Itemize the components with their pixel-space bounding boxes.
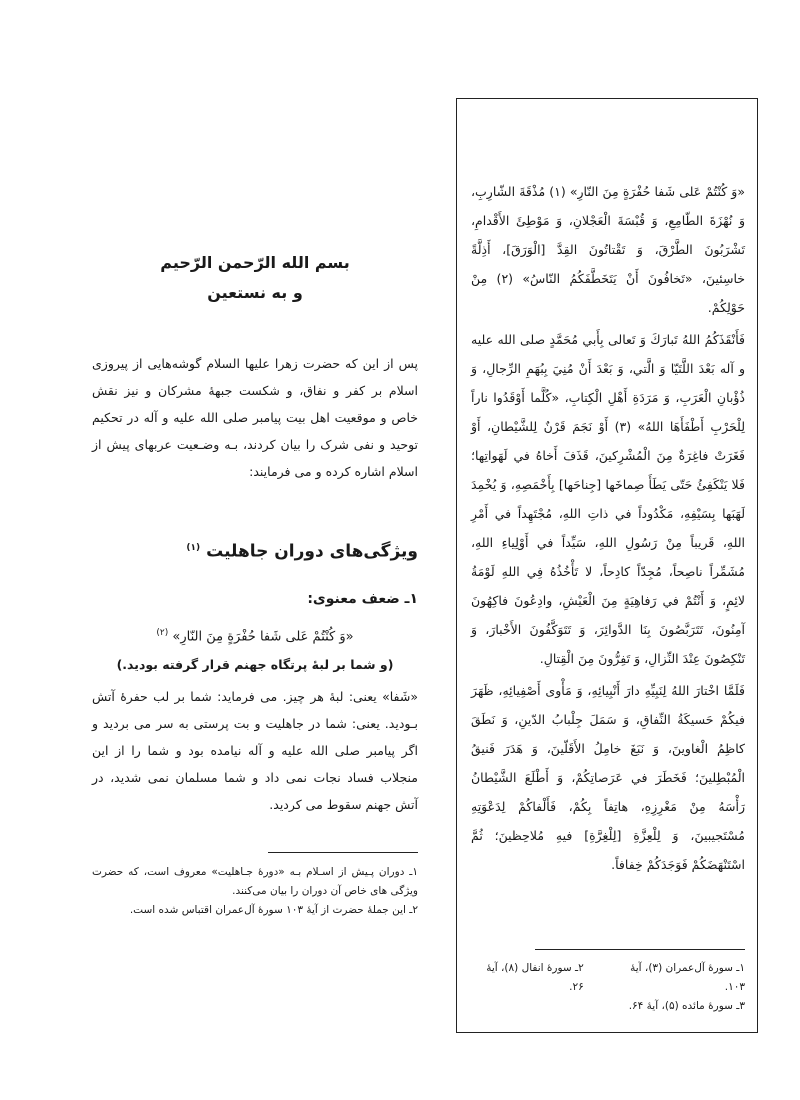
footnotes [92,863,418,920]
footnote-marker: (۲) [156,627,169,638]
footnote: ۱ـ سورهٔ آل‌عمران (۳)، آیهٔ ۱۰۳. [630,962,745,993]
section-title [92,533,418,567]
right-page-frame [456,98,758,1033]
footnotes [471,959,745,1016]
sermon-paragraph: «وَ كُنْتُمْ عَلى شَفا حُفْرَةٍ مِنَ النّارِ» (۱) مُذْقَةَ الشّارِبِ، وَ نُهْزَةَ الطّامِعِ، وَ قُبْسَةَ الْعَجْلانِ، وَ مَوْطِئَ الأَقْدامِ، تَشْرَبُونَ الطَّرْقَ، وَ تَقْتاتُونَ القِدَّ [الْوَرَقَ]، أَذِلَّةً خاسِئينَ، «تَخافُونَ أَنْ يَتَخَطَّفَكُمُ النّاسُ» (۲) مِنْ حَوْلِكُمْ. [471,184,745,315]
footnote-divider [535,949,745,950]
basmala-subheading: و به نستعين [207,283,303,302]
intro-paragraph: پس از این که حضرت زهرا عليها السلام گوشه‌هایی از پیروزی اسلام بر کفر و نفاق، و شکست جبههٔ مشرکان و نیز نقش خاص و موقعیت اهل بیت پیامبر صلی الله علیه و آله در تحکیم توحید و نفی شرک را بیان کردند، بـه وضـعیت عربهای پیش از اسلام اشاره کرده و می فرمایند: [92,356,418,479]
sermon-paragraph: فَلَمَّا اخْتارَ اللهُ لِنَبِيِّهِ دارَ أَنْبِيائِهِ، وَ مَأْوى أَصْفِيائِهِ، ظَهَرَ فيكُمْ حَسيكَةُ النِّفاقِ، وَ سَمَلَ جِلْبابُ الدّينِ، وَ نَطَقَ كاظِمُ الْغاوينَ، وَ نَبَغَ خامِلُ الأَقَلّينَ، وَ هَدَرَ فَنيقُ الْمُبْطِلينَ؛ فَخَطَرَ في عَرَصاتِكُمْ، وَ أَطْلَعَ الشَّيْطانُ رَأْسَهُ مِنْ مَغْرِزِهِ، هاتِفاً بِكُمْ، فَأَلْفاكُمْ لِدَعْوَتِهِ مُسْتَجيبينَ، وَ لِلْعِزَّةِ [لِلْغِرَّةِ] فيهِ مُلاحِظينَ؛ ثُمَّ اسْتَنْهَضَكُمْ فَوَجَدَكُمْ خِفافاً. [471,683,745,872]
footnote: ۳ـ سورهٔ مائده (۵)، آیهٔ ۶۴. [628,1000,745,1012]
quote-translation: (و شما بر لبهٔ پرتگاه جهنم قرار گرفته بودید.) [116,656,394,672]
footnote-divider [268,852,418,853]
footnote-row [471,959,745,997]
section-title-text: ویژگی‌های دوران جاهلیت [206,541,418,562]
basmala-heading: بسم الله الرّحمن الرّحيم [160,253,350,272]
footnote-marker: (۱) [186,543,201,553]
subsection-title: ۱ـ ضعف معنوی: [307,590,418,607]
footnote: ۲ـ سورهٔ انفال (۸)، آیهٔ ۲۶. [486,962,584,993]
footnote: ۱ـ دوران پـیش از اسـلام بـه «دورهٔ جـاهلیت» معروف است، که حضرت ویژگی های خاص آن دوران را بیان می‌کنند. [92,865,418,897]
sermon-paragraph: فَأَنْقَذَكُمُ اللهُ تَبارَكَ وَ تَعالى بِأَبي مُحَمَّدٍ صلی الله علیه و آله بَعْدَ اللَّتَيّا وَ الَّتي، وَ بَعْدَ أَنْ مُنِيَ بِبُهَمِ الرِّجالِ، وَ ذُؤْبانِ الْعَرَبِ، وَ مَرَدَةِ أَهْلِ الْكِتابِ، «كُلَّما أَوْقَدُوا ناراً لِلْحَرْبِ أَطْفَأَهَا اللهُ» (۳) أَوْ نَجَمَ قَرْنٌ لِلشَّيْطانِ، أَوْ فَغَرَتْ فاغِرَةٌ مِنَ الْمُشْرِكينَ، قَذَفَ أَخاهُ في لَهَواتِها؛ فَلا يَنْكَفِئُ حَتّى يَطَأَ صِماخَها [جِناحَها] بِأَخْمَصِهِ، وَ يُخْمِدَ لَهَبَها بِسَيْفِهِ، مَكْدُوداً في ذاتِ اللهِ، مُجْتَهِداً في أَمْرِ اللهِ، قَريباً مِنْ رَسُولِ اللهِ، سَيِّداً في أَوْلِياءِ اللهِ، مُشَمِّراً ناصِحاً، مُجِدّاً كادِحاً، لا تَأْخُذُهُ فِي اللهِ لَوْمَةُ لائِمٍ، وَ أَنْتُمْ في رَفاهِيَةٍ مِنَ الْعَيْشِ، وادِعُونَ فاكِهُونَ آمِنُونَ، تَتَرَبَّصُونَ بِنَا الدَّوائِرَ، وَ تَتَوَكَّفُونَ الأَخْبارَ، وَ تَنْكِصُونَ عِنْدَ النِّزالِ، وَ تَفِرُّونَ مِنَ الْقِتالِ. [471,332,745,666]
footnote: ۲ـ این جملهٔ حضرت از آیهٔ ۱۰۳ سورهٔ آل‌عمران اقتباس شده است. [129,903,418,916]
left-page [92,240,418,920]
arabic-sermon-text [471,177,745,879]
quote-text: «وَ كُنْتُمْ عَلى شَفا حُفْرَةٍ مِنَ النّارِ» [172,628,354,644]
quranic-quote [92,619,418,651]
explanation-paragraph: «شَفا» یعنی: لبهٔ هر چیز. می فرماید: شما بر لب حفرهٔ آتش بـودید. یعنی: شما در جاهلیت و بت پرستی به سر می بردید و اگر پیامبر صلی الله علیه و آله نیامده بود و شما را از این منجلاب فساد نجات نمی داد و شما مسلمان نمی شدید، در آتش جهنم سقوط می کردید. [92,688,418,812]
